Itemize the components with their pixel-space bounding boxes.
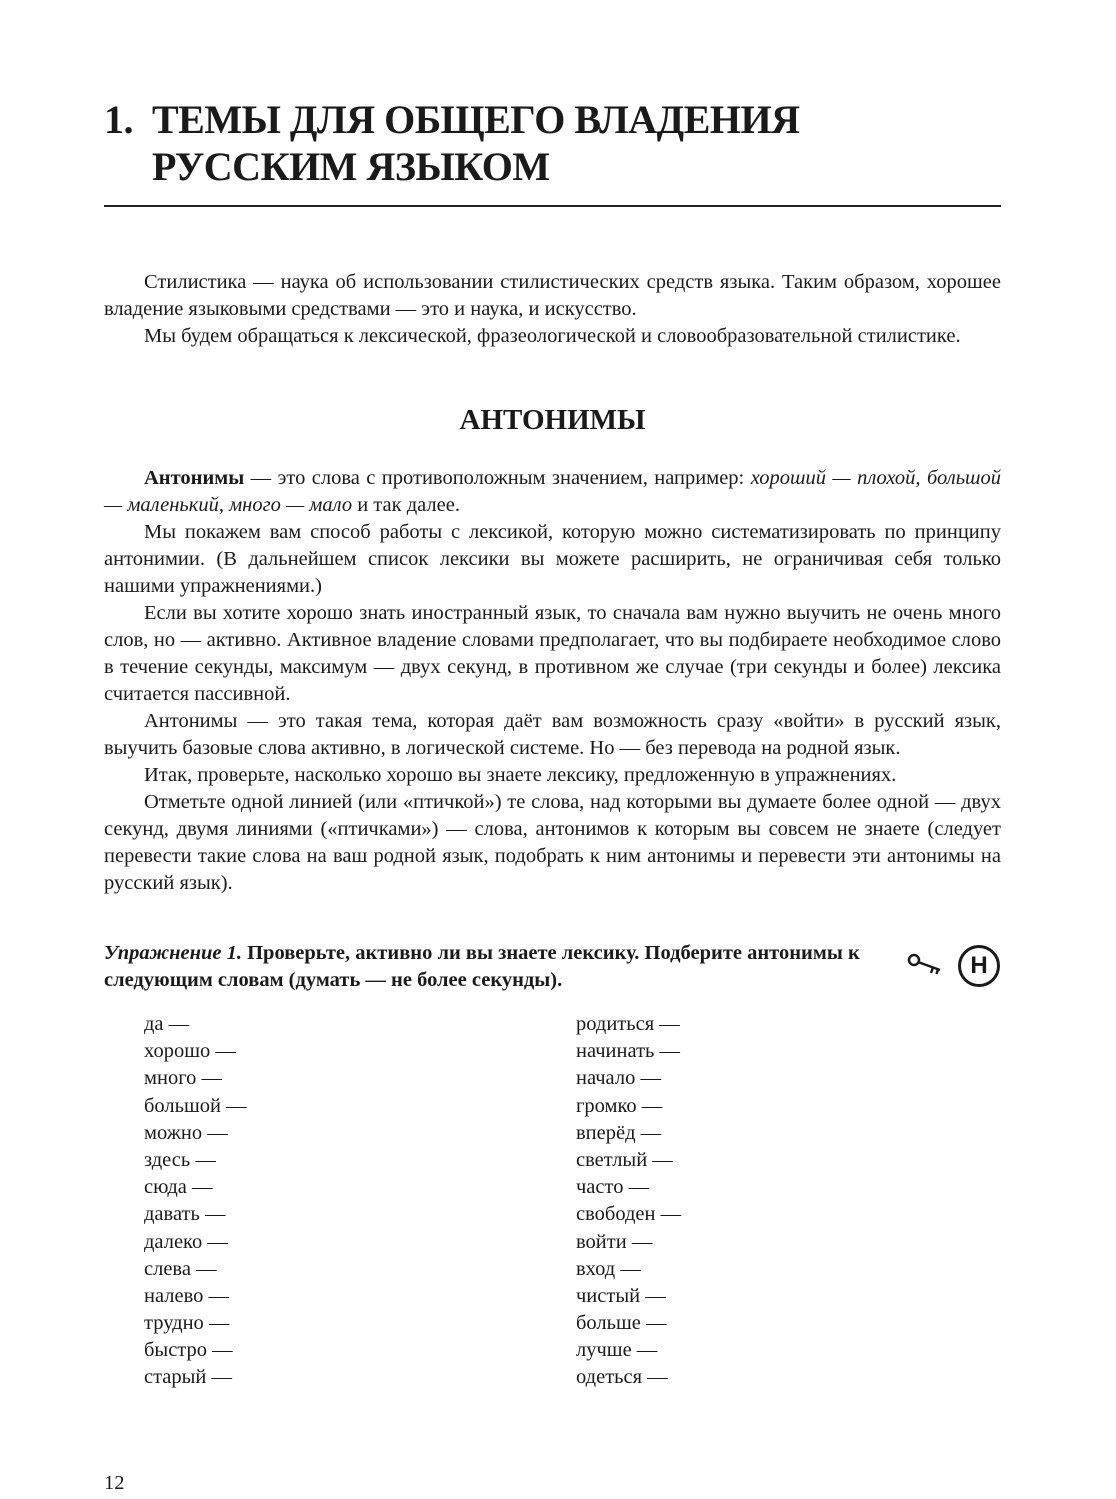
body-paragraph: Итак, проверьте, насколько хорошо вы знаете лексику, предложенную в упражнениях. [144,764,897,786]
word-item: светлый — [576,1148,673,1171]
word-item: быстро — [144,1339,233,1362]
intro-paragraph: Стилистика — наука об использовании стилистических средств языка. Таким образом, хорошее владение языковыми средствами — это и наука, и искусство. [104,271,1001,320]
word-item: давать — [144,1203,226,1226]
definition-text: — это слова с противоположным значением, например: [244,467,751,489]
word-item: старый — [144,1366,233,1389]
word-item: войти — [576,1230,653,1253]
exercise-instruction: Проверьте, активно ли вы знаете лексику. Подберите антонимы к следующим словам (думать — не более секунды). [104,942,860,991]
intro-text [104,269,1001,350]
body-paragraph: Мы покажем вам способ работы с лексикой, которую можно систематизировать по принципу антонимии. (В дальнейшем список лексики вы можете расширить, не ограничивая себя только нашими упражнениями.) [104,521,1001,597]
chapter-number: 1. [104,97,133,142]
word-item: хорошо — [144,1040,236,1063]
word-item: свободен — [576,1203,682,1226]
section-title: АНТОНИМЫ [459,404,646,436]
word-item: налево — [144,1284,229,1307]
word-item: да — [144,1013,190,1035]
word-item: часто — [576,1176,650,1199]
word-item: вперёд — [576,1121,662,1144]
body-paragraph: Отметьте одной линией (или «птичкой») те слова, над которыми вы думаете более одной — двух секунд, двумя линиями («птичками») — слова, антонимов к которым вы совсем не знаете (следует перевести такие слова на ваш родной язык, подобрать к ним антонимы и перевести эти антонимы на русский язык). [104,791,1001,894]
chapter-title-line-2: РУССКИМ ЯЗЫКОМ [152,144,550,189]
word-list-left [144,1011,247,1392]
exercise-label: Упражнение 1. [104,942,242,964]
chapter-divider [104,205,1001,207]
body-paragraph: Если вы хотите хорошо знать иностранный язык, то сначала вам нужно выучить не очень много слов, но — активно. Активное владение словами предполагает, что вы подбираете необходимое слово в течение секунды, максимум — двух секунд, в противном же случае (три секунды и более) лексика считается пассивной. [104,602,1001,705]
word-item: чистый — [576,1284,666,1307]
word-item: лучше — [576,1339,658,1362]
word-item: трудно — [144,1312,230,1335]
word-item: можно — [144,1121,228,1144]
body-paragraph: Антонимы — это такая тема, которая даёт вам возможность сразу «войти» в русский язык, выучить базовые слова активно, в логической системе. Но — без перевода на родной язык. [104,710,1001,759]
word-item: слева — [144,1257,217,1280]
word-item: много — [144,1067,222,1090]
intro-paragraph: Мы будем обращаться к лексической, фразеологической и словообразовательной стилистике. [144,325,961,347]
definition-examples: хороший — плохой, большой — маленький, много — мало [104,467,1002,516]
word-item: большой — [144,1094,247,1117]
word-item: вход — [576,1257,641,1280]
word-item: начинать — [576,1040,681,1063]
word-item: здесь — [144,1148,216,1171]
chapter-title-line-1: ТЕМЫ ДЛЯ ОБЩЕГО ВЛАДЕНИЯ [152,97,800,142]
definition-text-end: и так далее. [352,494,460,516]
word-item: сюда — [144,1176,213,1199]
word-item: громко — [576,1094,663,1117]
word-item: начало — [576,1067,661,1090]
section-body [104,465,1001,897]
word-list-right [576,1011,681,1392]
word-item: родиться — [576,1013,680,1035]
level-badge: Н [958,945,1000,987]
definition-term: Антонимы [144,467,245,489]
page-number: 12 [104,1472,125,1494]
word-item: больше — [576,1312,667,1335]
definition-paragraph [104,465,1001,519]
word-item: одеться — [576,1366,668,1389]
word-item: далеко — [144,1230,228,1253]
exercise-heading [104,940,864,994]
key-icon [906,949,944,983]
